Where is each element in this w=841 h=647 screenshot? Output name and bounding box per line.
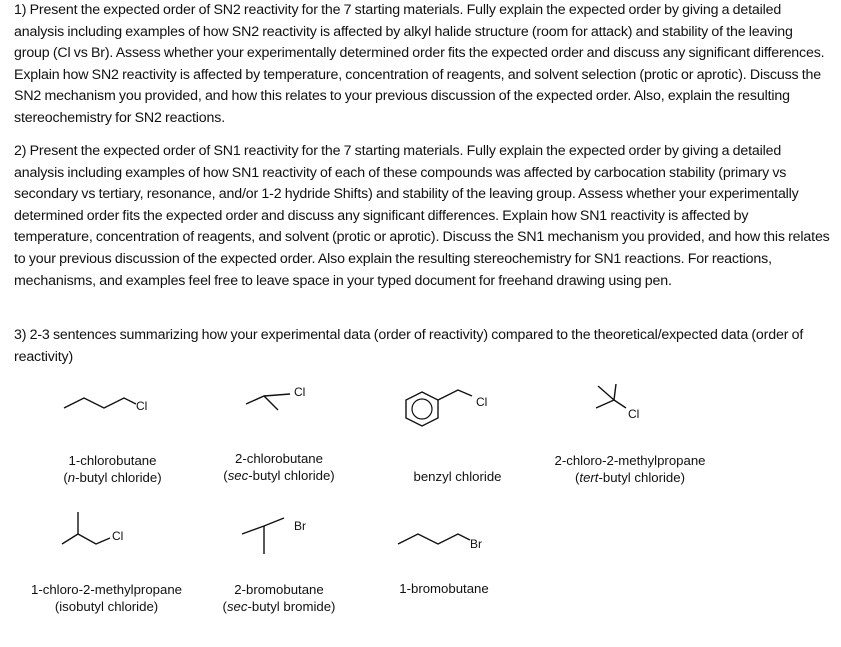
compound-name: 2-bromobutane bbox=[234, 582, 324, 597]
compound-common-name: (tert-butyl chloride) bbox=[575, 470, 685, 485]
structure-benzyl-chloride bbox=[400, 382, 510, 434]
question-1-text: 1) Present the expected order of SN2 reactivity for the 7 starting materials. Fully explain the expected order by giving a detailed analysis including examples of how SN2 reactivity is affected by alkyl halide structure (room for attack) and stability of the leaving group (Cl vs Br). Assess whether your experimentally determined order fits the expected order and discuss any significant differences. Explain how SN2 reactivity is affected by temperature, concentration of reagents, and solvent selection (protic or aprotic). Discuss the SN2 mechanism you provided, and how this relates to your previous discussion of the expected order. Also, explain the resulting stereochemistry for SN2 reactions. bbox=[14, 2, 825, 126]
compound-name: 1-chlorobutane bbox=[68, 453, 157, 468]
atom-label-br: Br bbox=[470, 537, 482, 551]
atom-label-cl: Cl bbox=[476, 395, 488, 409]
atom-label-br: Br bbox=[294, 519, 306, 533]
compound-label-2-chloro-2-methylpropane bbox=[535, 452, 725, 486]
compound-common-name: (isobutyl chloride) bbox=[54, 599, 159, 614]
compound-common-name: (sec-butyl bromide) bbox=[222, 599, 336, 614]
atom-label-cl: Cl bbox=[136, 399, 148, 413]
atom-label-cl: Cl bbox=[294, 385, 306, 399]
compound-label-benzyl-chloride bbox=[395, 468, 520, 485]
compound-name: 1-bromobutane bbox=[399, 581, 489, 596]
structure-2-chlorobutane bbox=[244, 382, 324, 422]
compound-name: benzyl chloride bbox=[413, 469, 502, 484]
question-2-text: 2) Present the expected order of SN1 reactivity for the 7 starting materials. Fully explain the expected order by giving a detailed analysis including examples of how SN1 reactivity of each of these compounds was affected by carbocation stability (primary vs secondary vs tertiary, resonance, and/or 1-2 hydride Shifts) and stability of the leaving group. Assess whether your experimentally determined order fits the expected order and discuss any significant differences. Explain how SN1 reactivity is affected by temperature, concentration of reagents, and solvent (protic or aprotic). Discuss the SN1 mechanism you provided, and how this relates to your previous discussion of the expected order. Also explain the resulting stereochemistry for SN1 reactions. For reactions, mechanisms, and examples feel free to leave space in your typed document for freehand drawing using pen. bbox=[14, 143, 830, 289]
compound-label-1-bromobutane bbox=[385, 580, 503, 597]
compound-label-2-chlorobutane bbox=[205, 450, 353, 484]
structure-2-bromobutane bbox=[240, 514, 320, 560]
compound-label-1-chloro-2-methylpropane bbox=[15, 581, 198, 615]
structure-1-chlorobutane bbox=[60, 388, 160, 424]
structure-1-chloro-2-methylpropane bbox=[58, 510, 138, 552]
compound-label-2-bromobutane bbox=[205, 581, 353, 615]
question-3-text: 3) 2-3 sentences summarizing how your experimental data (order of reactivity) compared to the theoretical/expected data (order of reactivity) bbox=[14, 327, 804, 365]
compound-name: 2-chlorobutane bbox=[235, 451, 323, 466]
structure-2-chloro-2-methylpropane bbox=[594, 384, 664, 424]
compound-name: 2-chloro-2-methylpropane bbox=[554, 453, 706, 468]
atom-label-cl: Cl bbox=[112, 529, 124, 543]
atom-label-cl: Cl bbox=[628, 407, 640, 421]
compound-common-name: (sec-butyl chloride) bbox=[223, 468, 335, 483]
compound-common-name: (n-butyl chloride) bbox=[63, 470, 162, 485]
structure-1-bromobutane bbox=[396, 526, 496, 556]
compound-name: 1-chloro-2-methylpropane bbox=[31, 582, 182, 597]
compound-label-1-chlorobutane bbox=[40, 452, 185, 486]
